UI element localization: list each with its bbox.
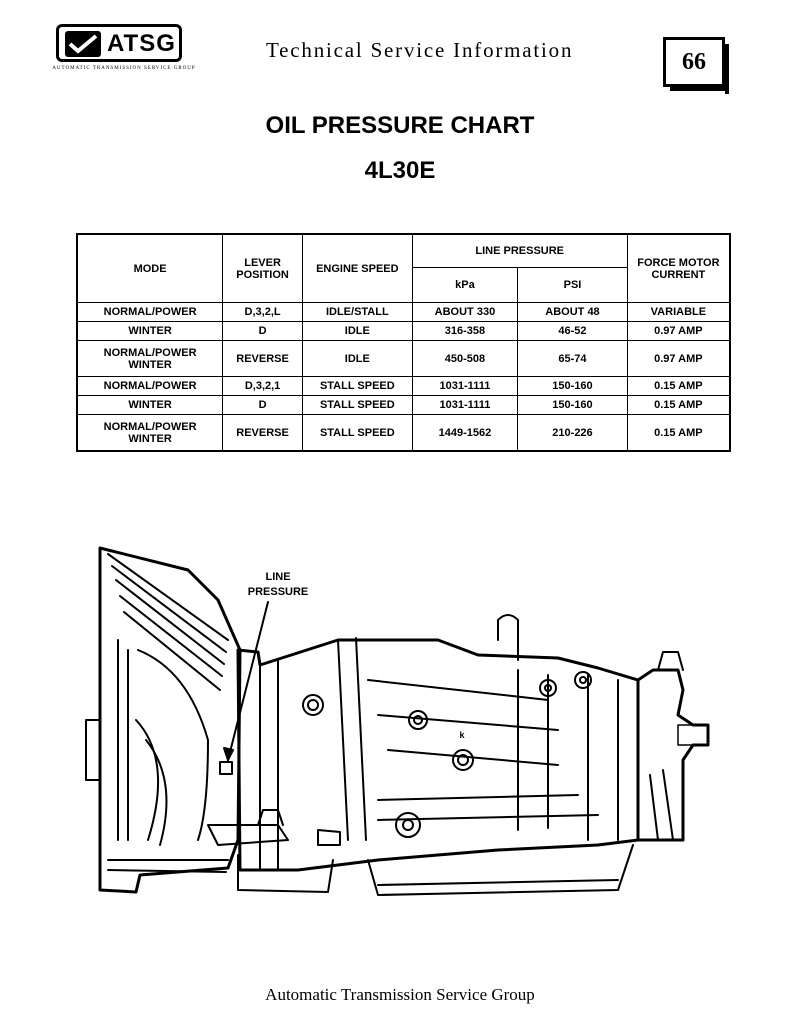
- diagram-port-label: k: [459, 730, 465, 740]
- oil-pressure-table: [76, 233, 731, 452]
- cell-mode: NORMAL/POWER: [77, 303, 223, 322]
- cell-engine-speed: STALL SPEED: [302, 396, 412, 415]
- cell-psi: 65-74: [518, 341, 628, 377]
- header-force-motor-current: FORCE MOTOR CURRENT: [627, 234, 730, 303]
- cell-mode: WINTER: [77, 396, 223, 415]
- cell-engine-speed: IDLE: [302, 341, 412, 377]
- cell-engine-speed: STALL SPEED: [302, 377, 412, 396]
- cell-psi: 46-52: [518, 322, 628, 341]
- document-title: OIL PRESSURE CHART: [265, 112, 535, 139]
- cell-engine-speed: STALL SPEED: [302, 415, 412, 452]
- page-number: 66: [682, 48, 706, 75]
- diagram-label-pressure: PRESSURE: [247, 586, 309, 598]
- logo-frame: [56, 24, 182, 62]
- cell-lever: REVERSE: [223, 415, 303, 452]
- table-row: [77, 303, 730, 322]
- checkmark-icon: [65, 31, 101, 57]
- cell-current: 0.97 AMP: [627, 341, 730, 377]
- cell-psi: 150-160: [518, 377, 628, 396]
- cell-kpa: 1031-1111: [412, 396, 518, 415]
- cell-current: 0.15 AMP: [627, 396, 730, 415]
- cell-lever: D: [223, 396, 303, 415]
- footer-text: Automatic Transmission Service Group: [265, 985, 535, 1004]
- table-row: [77, 341, 730, 377]
- cell-current: 0.15 AMP: [627, 415, 730, 452]
- table-row: [77, 322, 730, 341]
- header-lever-position: LEVER POSITION: [223, 234, 303, 303]
- logo-subtext: AUTOMATIC TRANSMISSION SERVICE GROUP: [52, 66, 196, 71]
- cell-psi: ABOUT 48: [518, 303, 628, 322]
- cell-mode: NORMAL/POWER WINTER: [77, 341, 223, 377]
- cell-engine-speed: IDLE: [302, 322, 412, 341]
- header-engine-speed: ENGINE SPEED: [302, 234, 412, 303]
- logo-text: ATSG: [107, 30, 176, 57]
- transmission-diagram: [78, 540, 718, 910]
- cell-mode: NORMAL/POWER WINTER: [77, 415, 223, 452]
- table-row: [77, 396, 730, 415]
- cell-current: 0.15 AMP: [627, 377, 730, 396]
- transmission-case: [238, 615, 638, 870]
- cell-current: 0.97 AMP: [627, 322, 730, 341]
- cell-kpa: ABOUT 330: [412, 303, 518, 322]
- cell-psi: 150-160: [518, 396, 628, 415]
- table-row: [77, 377, 730, 396]
- cell-kpa: 450-508: [412, 341, 518, 377]
- cell-lever: D,3,2,L: [223, 303, 303, 322]
- table-row: [77, 415, 730, 452]
- header-psi: PSI: [518, 268, 628, 303]
- cell-lever: D: [223, 322, 303, 341]
- header-title: Technical Service Information: [266, 38, 574, 62]
- header-line-pressure: LINE PRESSURE: [412, 234, 627, 268]
- cell-mode: NORMAL/POWER: [77, 377, 223, 396]
- cell-engine-speed: IDLE/STALL: [302, 303, 412, 322]
- cell-mode: WINTER: [77, 322, 223, 341]
- extension-housing: [638, 652, 708, 840]
- cell-kpa: 1031-1111: [412, 377, 518, 396]
- cell-kpa: 316-358: [412, 322, 518, 341]
- cell-kpa: 1449-1562: [412, 415, 518, 452]
- cell-psi: 210-226: [518, 415, 628, 452]
- cell-current: VARIABLE: [627, 303, 730, 322]
- atsg-logo: [50, 24, 198, 80]
- document-subtitle: 4L30E: [364, 157, 436, 184]
- bell-housing: [86, 548, 240, 892]
- header-mode: MODE: [77, 234, 223, 303]
- header-kpa: kPa: [412, 268, 518, 303]
- cell-lever: REVERSE: [223, 341, 303, 377]
- page-number-box: [663, 37, 725, 87]
- diagram-label-line: LINE: [265, 571, 291, 583]
- cell-lever: D,3,2,1: [223, 377, 303, 396]
